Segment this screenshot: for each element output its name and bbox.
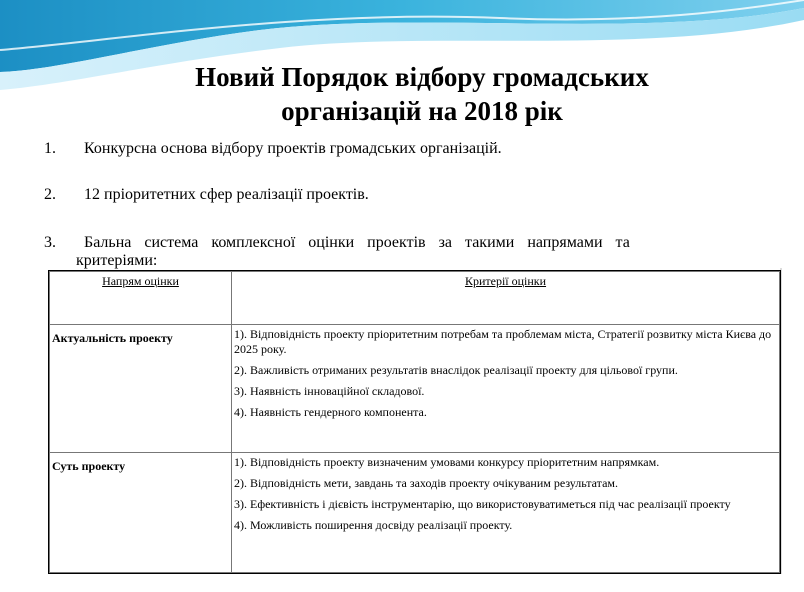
list-item: [44, 234, 734, 270]
criteria-item: 1). Відповідність проекту визначеним умовами конкурсу пріоритетним напрямкам.: [234, 455, 660, 469]
direction-cell: Суть проекту: [50, 453, 232, 573]
criteria-table: [48, 270, 781, 574]
list-item-text: Бальна система комплексної оцінки проектів за такими напрямами та: [84, 234, 630, 251]
list-item-text: 12 пріоритетних сфер реалізації проектів.: [84, 186, 369, 203]
criteria-item: 1). Відповідність проекту пріоритетним потребам та проблемам міста, Стратегії розвитку міста Києва до 2025 року.: [234, 327, 772, 356]
list-item-number: 2.: [44, 186, 56, 203]
title-line-1: Новий Порядок відбору громадських: [195, 62, 649, 92]
list-item-number: 3.: [44, 234, 56, 251]
criteria-cell: [232, 325, 780, 453]
criteria-item: 4). Наявність гендерного компонента.: [234, 405, 427, 419]
list-item: [44, 186, 734, 204]
list-item-continuation: критеріями:: [76, 252, 158, 269]
criteria-item: 3). Наявність інноваційної складової.: [234, 384, 425, 398]
list-item: [44, 140, 734, 158]
column-header-direction: Напрям оцінки: [50, 272, 232, 325]
criteria-item: 2). Відповідність мети, завдань та заходів проекту очікуваним результатам.: [234, 476, 618, 490]
list-item-text: Конкурсна основа відбору проектів громадських організацій.: [84, 140, 502, 157]
list-item-number: 1.: [44, 140, 56, 157]
table-row: [50, 325, 780, 453]
page-title: [0, 60, 804, 128]
table-header-row: [50, 272, 780, 325]
table-row: [50, 453, 780, 573]
criteria-item: 4). Можливість поширення досвіду реалізації проекту.: [234, 518, 513, 532]
criteria-cell: [232, 453, 780, 573]
criteria-item: 2). Важливість отриманих результатів внаслідок реалізації проекту для цільової групи.: [234, 363, 678, 377]
column-header-criteria: Критерії оцінки: [232, 272, 780, 325]
criteria-item: 3). Ефективність і дієвість інструментарію, що використовуватиметься під час реалізації проекту: [234, 497, 731, 511]
title-line-2: організацій на 2018 рік: [281, 96, 563, 126]
direction-cell: Актуальність проекту: [50, 325, 232, 453]
